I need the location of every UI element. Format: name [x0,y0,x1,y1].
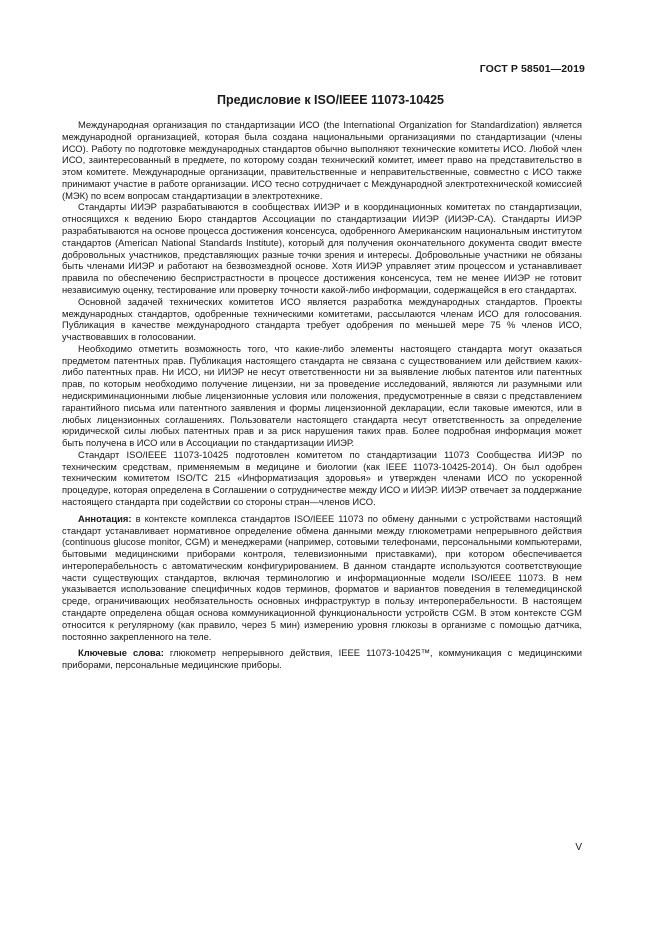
page-number: V [575,842,582,853]
annotation-text: в контексте комплекса стандартов ISO/IEEE 11073 по обмену данными с устройствами настоящий стандарт устанавливает нормативное определение обмена данными между глюкометрами непрерывного действия (continuous glucose monitor, CGM) и менеджерами (например, сотовыми телефонами, персональными компьютерами, бытовыми медицинскими приборами контроля, телевизионными приставками), при котором обеспечивается интероперабельность с автоматическим конфигурированием. В данном стандарте используются соответствующие части существующих стандартов, включая терминологию и информационные модели ISO/IEEE 11073. В нем указывается использование специфичных кодов терминов, форматов и вариантов поведения в телемедицинской среде, ограничивающих необязательность основных инфраструктур в пользу интероперабельности. В настоящем стандарте определена общая основа коммуникационной функциональности устройств CGM. В этом контексте CGM относится к регулярному (как правило, через 5 мин) измерению уровня глюкозы в организме с помощью датчика, постоянно закрепленного на теле. [62,512,582,642]
paragraph-standard-origin: Стандарт ISO/IEEE 11073-10425 подготовлен комитетом по стандартизации 11073 Сообщества ИИЭР по техническим средствам, применяемым в медицине и биологии (как IEEE 11073-10425-2014). Он был одобрен техническим комитетом ISO/TC 215 «Информатизация здоровья» и утвержден членами ИСО по ускоренной процедуре, которая определена в Соглашении о сотрудничестве между ИСО и ИИЭР. ИИЭР отвечает за поддержание настоящего стандарта при содействии со стороны стран—членов ИСО. [62,448,582,507]
annotation-paragraph [62,513,582,643]
paragraph-patents: Необходимо отметить возможность того, что какие-либо элементы настоящего стандарта могут оказаться предметом патентных прав. Публикация настоящего стандарта не связана с существованием или действием каких-либо патентных прав. Ни ИСО, ни ИИЭР не несут ответственности ни за выявление любых патентов или патентных прав, по которым необходимо получение лицензии, ни за проведение исследований, являются ли разумными или недискриминационными любые лицензионные условия или положения, предусмотренные в связи с представлением гарантийного письма или патентного заявления и формы лицензионной декларации, если таковые имеются, или в любых лицензионных соглашениях. Пользователи настоящего стандарта несут ответственность за определение юридической силы любых патентных прав и за риск нарушения таких прав. Более подробная информация может быть получена в ИСО или в Ассоциации по стандартизации ИИЭР. [62,342,582,449]
document-body [62,119,582,671]
paragraph-iso: Международная организация по стандартизации ИСО (the International Organization for Standardization) является международной организацией, которая была создана национальными организациями по стандартизации (члены ИСО). Работу по подготовке международных стандартов обычно выполняют технические комитеты ИСО. Любой член ИСО, заинтересованный в предмете, по которому создан технический комитет, имеет право на представительство в этом комитете. Международные организации, правительственные и неправительственные, совместно с ИСО также принимают участие в работе организации. ИСО тесно сотрудничает с Международной электротехнической комиссией (МЭК) по всем вопросам стандартизации в электротехнике. [62,119,582,201]
keywords-paragraph [62,647,582,671]
paragraph-iso-committees: Основной задачей технических комитетов ИСО является разработка международных стандартов. Проекты международных стандартов, одобренные техническими комитетами, рассылаются членам ИСО для голосования. Публикация в качестве международного стандарта требует одобрения по меньшей мере 75 % членов ИСО, участвовавших в голосовании. [62,295,582,343]
keywords-text: глюкометр непрерывного действия, IEEE 11073-10425™, коммуникация с медицинскими приборами, персональные медицинские приборы. [62,647,582,671]
keywords-label: Ключевые слова: [78,647,164,659]
annotation-label: Аннотация: [78,512,132,524]
paragraph-ieee: Стандарты ИИЭР разрабатываются в сообществах ИИЭР и в координационных комитетах по стандартизации, относящихся к ведению Бюро стандартов Ассоциации по стандартизации ИИЭР (ИИЭР-СА). Стандарты ИИЭР разрабатываются на основе процесса достижения консенсуса, одобренного Американским национальным институтом стандартов (American National Standards Institute), который для получения окончательного документа сводит вместе добровольных участников, представляющих разные точки зрения и интересы. Добровольные участники не обязаны быть членами ИИЭР и работают на безвозмездной основе. Хотя ИИЭР управляет этим процессом и устанавливает правила по обеспечению беспристрастности в процессе достижения консенсуса, тем не менее ИИЭР не готовит независимую оценку, тестирование или проверку точности какой-либо информации, содержащейся в его стандартах. [62,201,582,295]
page-title: Предисловие к ISO/IEEE 11073-10425 [216,93,445,107]
document-id: ГОСТ Р 58501—2019 [479,63,585,75]
